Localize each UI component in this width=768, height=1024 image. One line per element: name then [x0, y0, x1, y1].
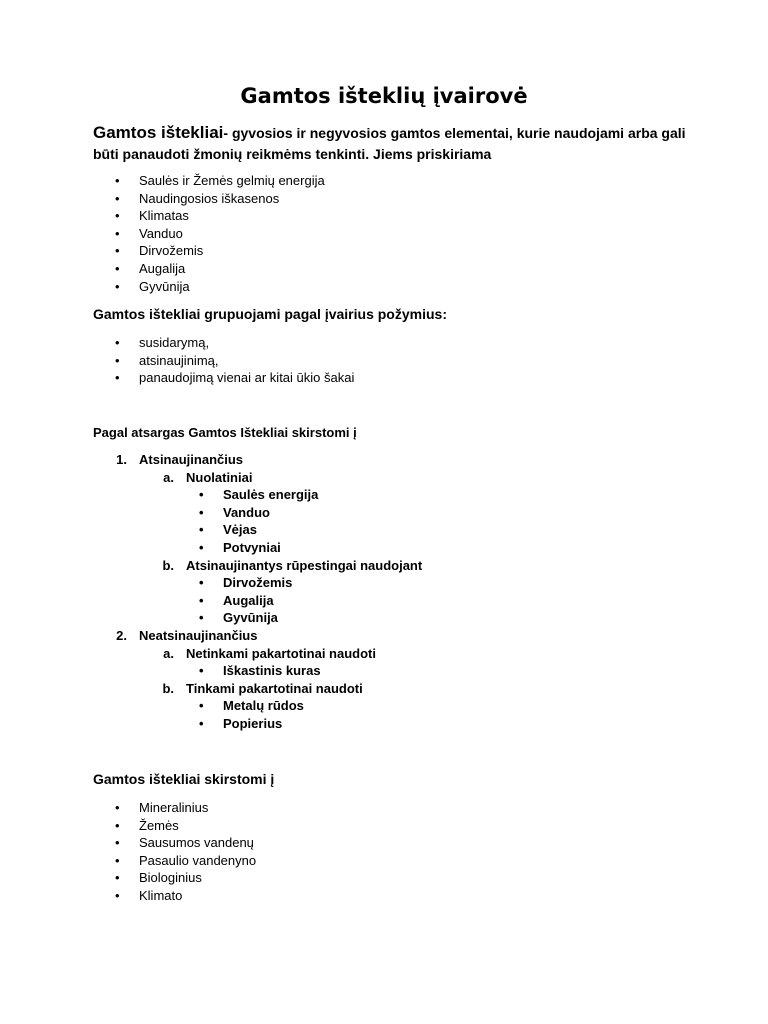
tree-label: Iškastinis kuras	[223, 663, 321, 679]
list-item: • Klimatas	[93, 207, 325, 225]
list-item: • Naudingosios iškasenos	[93, 190, 325, 208]
tree-label: Vanduo	[223, 504, 270, 520]
list-item: • Žemės	[93, 817, 256, 835]
list-item: • Gyvūnija	[93, 278, 325, 296]
categories-heading: Gamtos ištekliai skirstomi į	[93, 771, 275, 787]
list-item: • Biologinius	[93, 869, 256, 887]
intro-paragraph	[93, 122, 693, 165]
list-marker: 1.	[116, 452, 127, 467]
list-item: • Dirvožemis	[93, 242, 325, 260]
list-marker: 2.	[116, 628, 127, 643]
document-page: Gamtos išteklių įvairovė Gamtos ištekliai- gyvosios ir negyvosios gamtos elementai, kurie naudojami arba gali būti panaudoti žmonių reikmėms tenkinti. Jiems priskiriama • Saulės ir Žemės gelmių energija • Naudingosios iškasenos • Klimatas • Vanduo • Dirvožemis • Augalija • Gyvūnija Gamtos ištekliai grupuojami pagal įvairius požymius: • susidarymą, • atsinaujinimą, • panaudojimą vienai ar kitai ūkio šakai Pagal atsargas Gamtos Ištekliai skirstomi į 1. Atsinaujinančius a. Nuolatiniai • Saulės energija • Vanduo • Vėjas • Potvyniai b. Atsinaujinantys rūpestingai naudojant • Dirvožemis • Augalija • Gyvūnija 2. Neatsinaujinančius a. Netinkami pakartotinai naudoti • Iškastinis kuras b. Tinkami pakartotinai naudoti • Metalų rūdos • Popierius Gamtos ištekliai skirstomi į • Mineralinius • Žemės • Sausumos vandenų • Pasaulio vandenyno • Biologinius • Klimato	[0, 0, 768, 1024]
intro-text: - gyvosios ir negyvosios gamtos elementai, kurie naudojami arba gali būti panaudoti žmonių reikmėms tenkinti. Jiems priskiriama	[93, 125, 686, 162]
categories-list	[93, 799, 256, 905]
tree-label: Atsinaujinantys rūpestingai naudojant	[186, 557, 423, 573]
tree-label: Neatsinaujinančius	[139, 628, 258, 643]
tree-label: Potvyniai	[223, 540, 281, 555]
tree-label: Augalija	[223, 592, 274, 608]
tree-label: Vėjas	[223, 522, 257, 538]
document-title: Gamtos išteklių įvairovė	[240, 84, 528, 108]
list-item: • Klimato	[93, 887, 256, 905]
list-item: • Vanduo	[93, 225, 325, 243]
list-marker: b.	[162, 557, 174, 573]
intro-lead: Gamtos ištekliai	[93, 123, 224, 142]
grouping-list	[93, 334, 354, 387]
grouping-heading: Gamtos ištekliai grupuojami pagal įvairius požymius:	[93, 306, 447, 322]
list-item: • Mineralinius	[93, 799, 256, 817]
tree-label: Saulės energija	[223, 487, 319, 503]
list-marker: a.	[163, 469, 174, 485]
list-item: • Pasaulio vandenyno	[93, 852, 256, 870]
tree-label: Netinkami pakartotinai naudoti	[186, 645, 376, 661]
tree-label: Dirvožemis	[223, 575, 293, 591]
tree-label: Gyvūnija	[223, 610, 278, 626]
list-item: • Saulės ir Žemės gelmių energija	[93, 172, 325, 190]
list-item: • Augalija	[93, 260, 325, 278]
tree-label: Atsinaujinančius	[139, 452, 244, 467]
tree-label: Metalų rūdos	[223, 698, 304, 714]
list-item: • atsinaujinimą,	[93, 352, 354, 370]
list-marker: b.	[162, 680, 174, 696]
tree-label: Popierius	[223, 716, 283, 731]
list-marker: a.	[163, 645, 174, 661]
resources-list	[93, 172, 325, 295]
list-item: • Sausumos vandenų	[93, 834, 256, 852]
list-item: • panaudojimą vienai ar kitai ūkio šakai	[93, 369, 354, 387]
list-item: • susidarymą,	[93, 334, 354, 352]
tree-label: Nuolatiniai	[186, 469, 253, 485]
reserves-heading: Pagal atsargas Gamtos Ištekliai skirstomi į	[93, 425, 357, 440]
tree-label: Tinkami pakartotinai naudoti	[186, 680, 363, 696]
